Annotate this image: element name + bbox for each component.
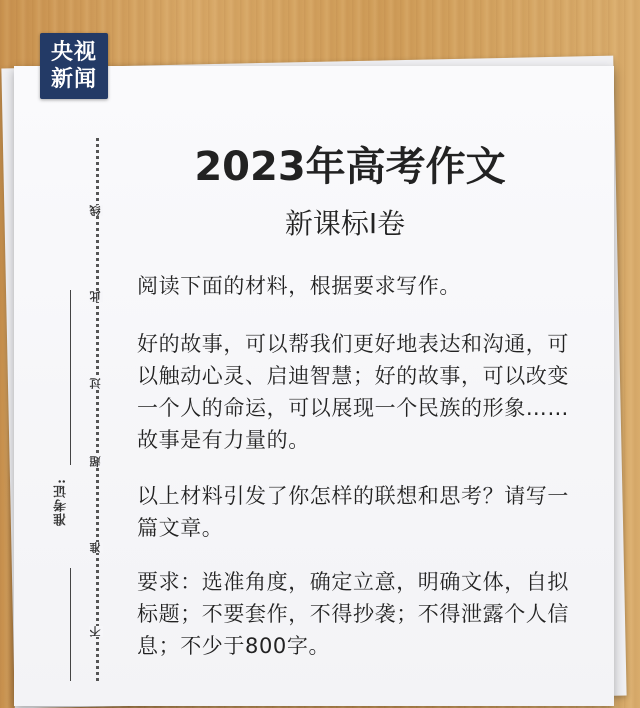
exam-number-label: 准考证: xyxy=(54,478,69,526)
requirements-paragraph: 要求：选准角度，确定立意，明确文体，自拟 标题；不要套作，不得抄袭；不得泄露个人信 息；不少于800字。 xyxy=(137,570,569,658)
cctv-news-logo xyxy=(40,33,108,99)
material-paragraph: 好的故事，可以帮我们更好地表达和沟通，可 以触动心灵、启迪智慧；好的故事，可以改变 一个人的命运，可以展现一个民族的形象…… 故事是有力量的。 xyxy=(137,332,569,452)
binding-char-xian: 线 xyxy=(89,205,102,216)
exam-number-line-upper xyxy=(70,290,71,465)
exam-number-line-lower xyxy=(70,568,71,681)
question-paragraph: 以上材料引发了你怎样的联想和思考？请写一 篇文章。 xyxy=(137,484,569,540)
binding-char-guo: 过 xyxy=(89,378,102,389)
binding-char-bu: 不 xyxy=(89,626,102,637)
logo-line-1: 央视 xyxy=(50,40,97,65)
page-subtitle: 新课标I卷 xyxy=(284,207,406,240)
page-title: 2023年高考作文 xyxy=(194,144,506,190)
logo-line-2: 新闻 xyxy=(50,67,97,92)
instruction-paragraph: 阅读下面的材料，根据要求写作。 xyxy=(137,274,461,298)
binding-char-chao: 超 xyxy=(89,456,102,467)
binding-char-zhun: 准 xyxy=(89,542,102,553)
binding-char-ci: 此 xyxy=(89,291,102,302)
